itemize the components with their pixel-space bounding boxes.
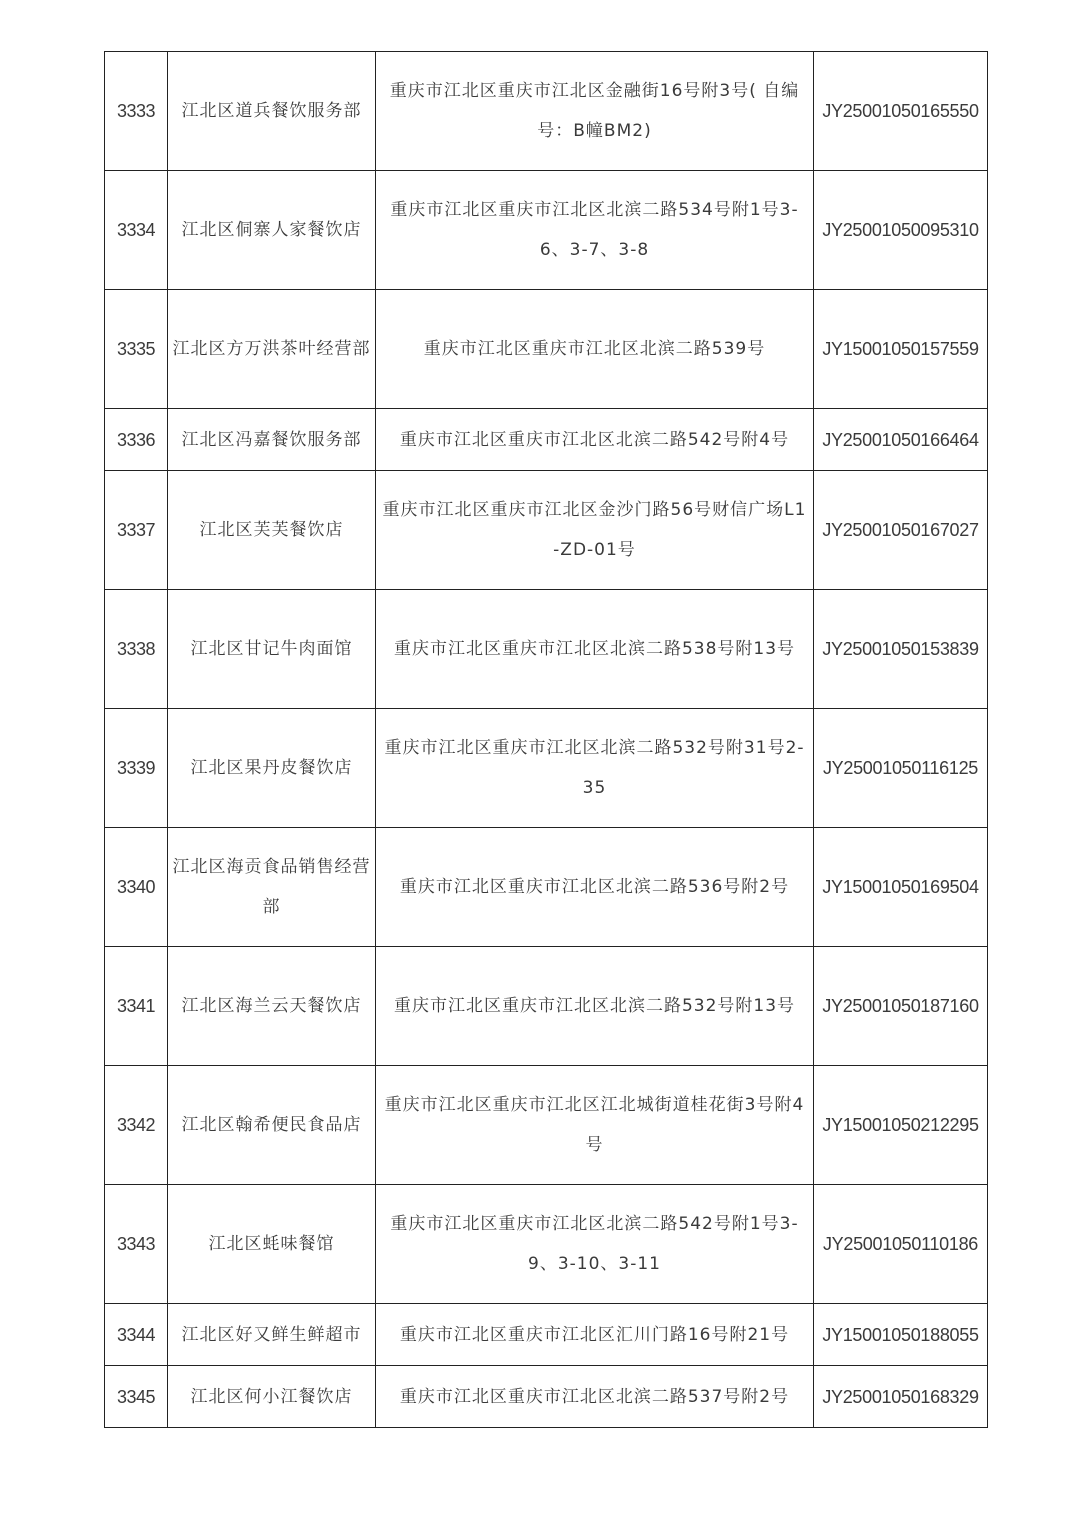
business-address: 重庆市江北区重庆市江北区北滨二路542号附4号	[376, 409, 814, 471]
business-name: 江北区侗寨人家餐饮店	[168, 171, 376, 290]
business-name: 江北区海贡食品销售经营部	[168, 828, 376, 947]
row-number: 3335	[105, 290, 168, 409]
business-license-table	[104, 51, 988, 1428]
table-row	[105, 1366, 988, 1428]
business-address: 重庆市江北区重庆市江北区汇川门路16号附21号	[376, 1304, 814, 1366]
row-number: 3337	[105, 471, 168, 590]
table-row	[105, 709, 988, 828]
business-address: 重庆市江北区重庆市江北区北滨二路537号附2号	[376, 1366, 814, 1428]
business-name: 江北区果丹皮餐饮店	[168, 709, 376, 828]
table-row	[105, 590, 988, 709]
row-number: 3336	[105, 409, 168, 471]
table-row	[105, 52, 988, 171]
business-address: 重庆市江北区重庆市江北区金融街16号附3号( 自编号：B幢BM2)	[376, 52, 814, 171]
table-row	[105, 171, 988, 290]
row-number: 3342	[105, 1066, 168, 1185]
license-number: JY25001050168329	[814, 1366, 988, 1428]
license-number: JY15001050188055	[814, 1304, 988, 1366]
business-address: 重庆市江北区重庆市江北区北滨二路532号附31号2-35	[376, 709, 814, 828]
license-number: JY25001050167027	[814, 471, 988, 590]
table-row	[105, 828, 988, 947]
license-number: JY15001050212295	[814, 1066, 988, 1185]
table-row	[105, 947, 988, 1066]
table-row	[105, 1185, 988, 1304]
license-number: JY25001050153839	[814, 590, 988, 709]
business-address: 重庆市江北区重庆市江北区金沙门路56号财信广场L1-ZD-01号	[376, 471, 814, 590]
business-name: 江北区蚝味餐馆	[168, 1185, 376, 1304]
business-address: 重庆市江北区重庆市江北区北滨二路536号附2号	[376, 828, 814, 947]
row-number: 3334	[105, 171, 168, 290]
business-address: 重庆市江北区重庆市江北区北滨二路538号附13号	[376, 590, 814, 709]
table-row	[105, 290, 988, 409]
business-address: 重庆市江北区重庆市江北区北滨二路539号	[376, 290, 814, 409]
license-number: JY25001050165550	[814, 52, 988, 171]
row-number: 3345	[105, 1366, 168, 1428]
business-name: 江北区翰希便民食品店	[168, 1066, 376, 1185]
row-number: 3339	[105, 709, 168, 828]
license-number: JY25001050166464	[814, 409, 988, 471]
license-number: JY25001050116125	[814, 709, 988, 828]
row-number: 3341	[105, 947, 168, 1066]
business-address: 重庆市江北区重庆市江北区北滨二路532号附13号	[376, 947, 814, 1066]
table-row	[105, 471, 988, 590]
business-address: 重庆市江北区重庆市江北区北滨二路534号附1号3-6、3-7、3-8	[376, 171, 814, 290]
business-name: 江北区方万洪茶叶经营部	[168, 290, 376, 409]
business-address: 重庆市江北区重庆市江北区江北城街道桂花街3号附4号	[376, 1066, 814, 1185]
license-number: JY25001050110186	[814, 1185, 988, 1304]
business-name: 江北区好又鲜生鲜超市	[168, 1304, 376, 1366]
row-number: 3344	[105, 1304, 168, 1366]
row-number: 3340	[105, 828, 168, 947]
license-number: JY25001050095310	[814, 171, 988, 290]
row-number: 3338	[105, 590, 168, 709]
business-name: 江北区甘记牛肉面馆	[168, 590, 376, 709]
business-name: 江北区芙芙餐饮店	[168, 471, 376, 590]
license-number: JY15001050157559	[814, 290, 988, 409]
license-number: JY15001050169504	[814, 828, 988, 947]
row-number: 3343	[105, 1185, 168, 1304]
business-address: 重庆市江北区重庆市江北区北滨二路542号附1号3-9、3-10、3-11	[376, 1185, 814, 1304]
table-row	[105, 1066, 988, 1185]
table-row	[105, 409, 988, 471]
business-name: 江北区海兰云天餐饮店	[168, 947, 376, 1066]
table-row	[105, 1304, 988, 1366]
business-name: 江北区道兵餐饮服务部	[168, 52, 376, 171]
business-name: 江北区何小江餐饮店	[168, 1366, 376, 1428]
business-name: 江北区冯嘉餐饮服务部	[168, 409, 376, 471]
license-number: JY25001050187160	[814, 947, 988, 1066]
row-number: 3333	[105, 52, 168, 171]
